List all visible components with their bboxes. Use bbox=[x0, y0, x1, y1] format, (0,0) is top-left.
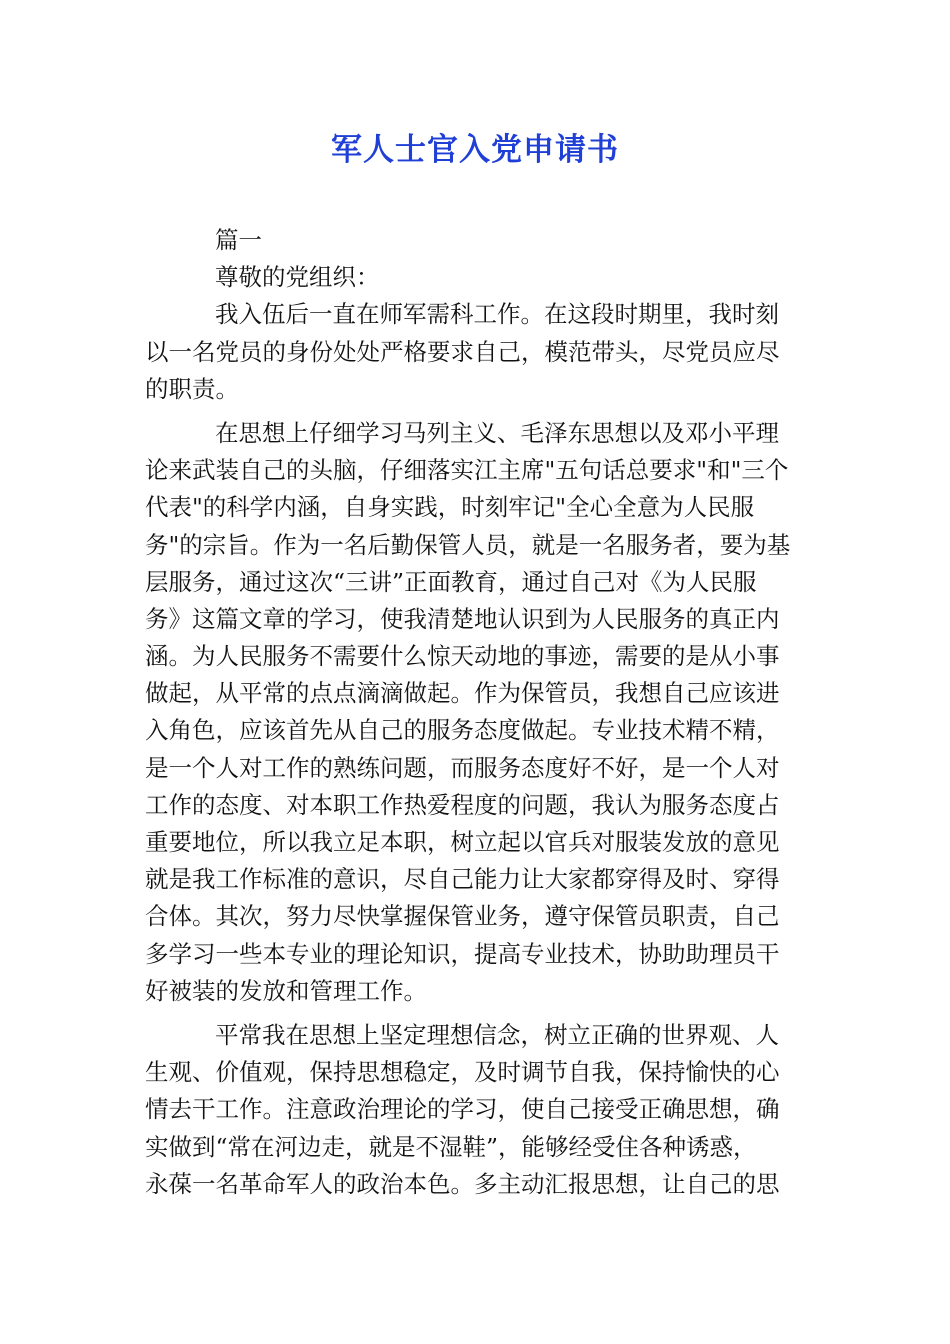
paragraph-3 bbox=[145, 1017, 805, 1203]
paragraph-line: 永葆一名革命军人的政治本色。多主动汇报思想，让自己的思 bbox=[145, 1169, 780, 1198]
paragraph-line: 多学习一些本专业的理论知识，提高专业技术，协助助理员干 bbox=[145, 939, 780, 968]
paragraph-line: 入角色，应该首先从自己的服务态度做起。专业技术精不精， bbox=[145, 716, 780, 745]
paragraph-line: 就是我工作标准的意识，尽自己能力让大家都穿得及时、穿得 bbox=[145, 865, 780, 894]
paragraph-line: 重要地位，所以我立足本职，树立起以官兵对服装发放的意见 bbox=[145, 828, 780, 856]
paragraph-gap bbox=[145, 408, 805, 415]
paragraph-line: 在思想上仔细学习马列主义、毛泽东思想以及邓小平理 bbox=[215, 418, 779, 447]
paragraph-line: 工作的态度、对本职工作热爱程度的问题，我认为服务态度占 bbox=[145, 790, 780, 819]
section-heading: 篇一 bbox=[215, 226, 262, 254]
paragraph-line: 做起，从平常的点点滴滴做起。作为保管员，我想自己应该进 bbox=[145, 679, 780, 708]
paragraph-line: 论来武装自己的头脑，仔细落实江主席"五句话总要求"和"三个 bbox=[145, 456, 789, 485]
paragraph-line: 以一名党员的身份处处严格要求自己，模范带头，尽党员应尽 bbox=[145, 337, 780, 366]
paragraph-line: 的职责。 bbox=[145, 374, 239, 403]
paragraph-line: 代表"的科学内涵，自身实践，时刻牢记"全心全意为人民服 bbox=[145, 493, 755, 522]
paragraph-2 bbox=[145, 415, 805, 1010]
salutation: 尊敬的党组织： bbox=[215, 263, 380, 292]
paragraph-line: 平常我在思想上坚定理想信念，树立正确的世界观、人 bbox=[215, 1020, 779, 1049]
paragraph-line: 是一个人对工作的熟练问题，而服务态度好不好，是一个人对 bbox=[145, 753, 780, 782]
paragraph-1 bbox=[145, 296, 805, 408]
paragraph-line: 务》这篇文章的学习，使我清楚地认识到为人民服务的真正内 bbox=[145, 604, 780, 633]
document-title: 军人士官入党申请书 bbox=[331, 132, 619, 168]
paragraph-line: 涵。为人民服务不需要什么惊天动地的事迹，需要的是从小事 bbox=[145, 642, 780, 671]
paragraph-line: 生观、价值观，保持思想稳定，及时调节自我，保持愉快的心 bbox=[145, 1058, 780, 1087]
document-body bbox=[145, 222, 805, 1203]
paragraph-line: 我入伍后一直在师军需科工作。在这段时期里，我时刻 bbox=[215, 300, 779, 329]
paragraph-line: 好被装的发放和管理工作。 bbox=[145, 976, 427, 1005]
paragraph-line: 实做到“常在河边走，就是不湿鞋”，能够经受住各种诱惑， bbox=[145, 1132, 757, 1161]
paragraph-line: 合体。其次，努力尽快掌握保管业务，遵守保管员职责，自己 bbox=[145, 902, 780, 931]
paragraph-line: 情去干工作。注意政治理论的学习，使自己接受正确思想，确 bbox=[145, 1095, 780, 1124]
paragraph-gap bbox=[145, 1010, 805, 1017]
paragraph-line: 务"的宗旨。作为一名后勤保管人员，就是一名服务者，要为基 bbox=[145, 530, 791, 559]
paragraph-line: 层服务，通过这次“三讲”正面教育，通过自己对《为人民服 bbox=[145, 567, 757, 596]
